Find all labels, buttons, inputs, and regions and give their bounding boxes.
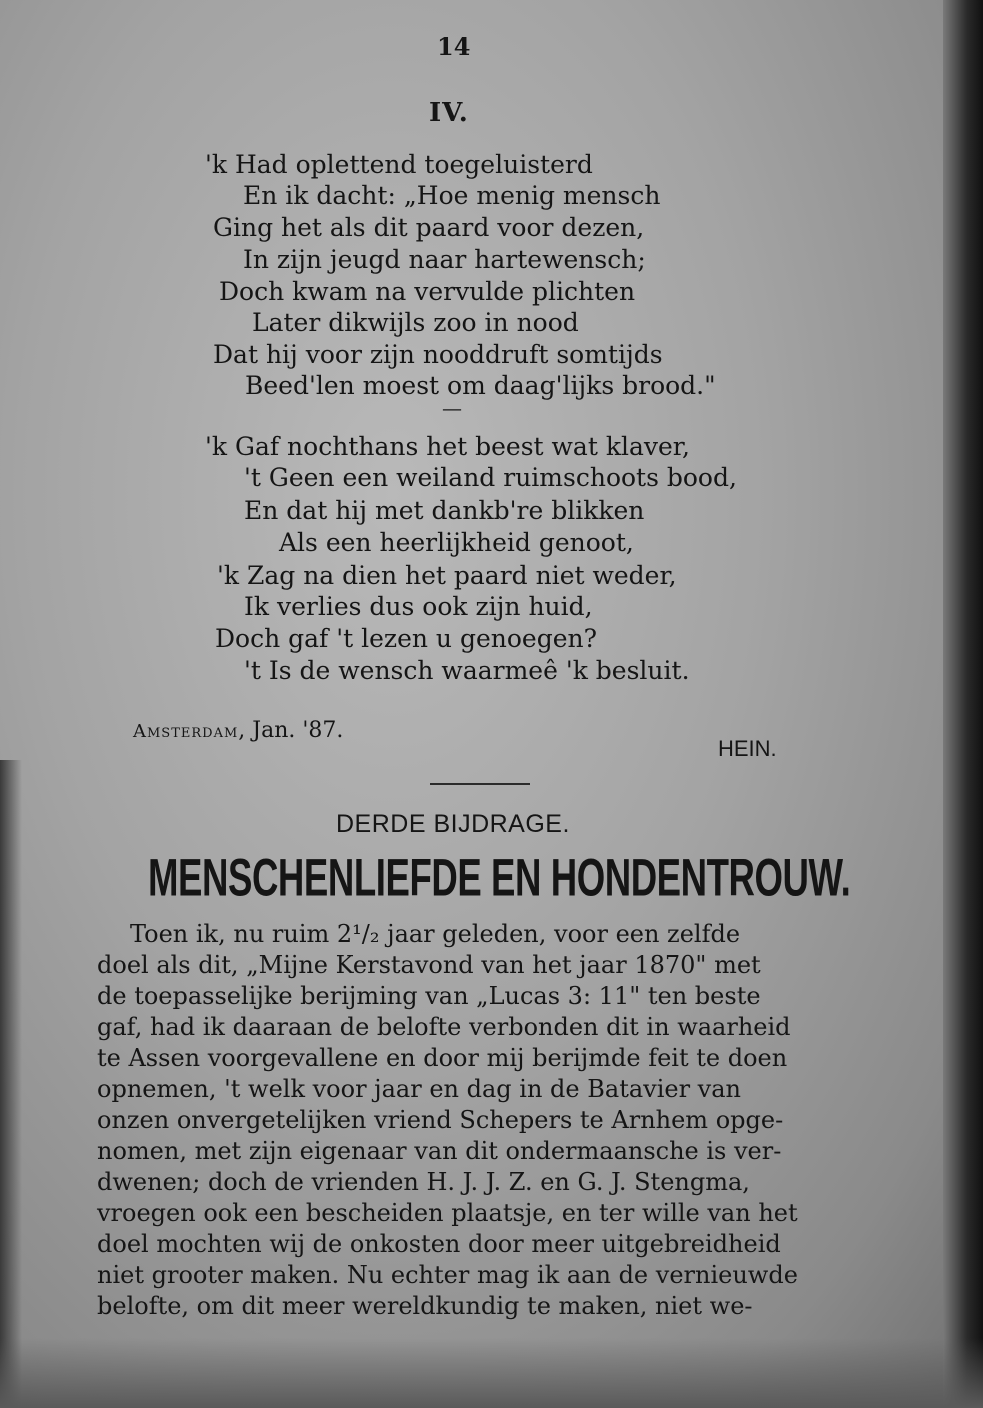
verse-line: 'k Zag na dien het paard niet weder, (217, 561, 677, 590)
page-edge-shadow (943, 0, 983, 1408)
prose-line: de toepasselijke berijming van „Lucas 3: 11" ten beste (97, 982, 761, 1010)
verse-line: 'k Had oplettend toegeluisterd (205, 150, 593, 179)
prose-line: nomen, met zijn eigenaar van dit ondermaansche is ver- (97, 1137, 782, 1165)
prose-line: vroegen ook een bescheiden plaatsje, en ter wille van het (97, 1199, 798, 1227)
verse-line: In zijn jeugd naar hartewensch; (243, 245, 646, 274)
contribution-label: DERDE BIJDRAGE. (336, 810, 570, 838)
page-number: 14 (437, 32, 471, 61)
page-bottom-shadow (0, 1338, 983, 1408)
prose-line: niet grooter maken. Nu echter mag ik aan de vernieuwde (97, 1261, 798, 1289)
verse-line: Ging het als dit paard voor dezen, (213, 213, 645, 242)
verse-line: Doch gaf 't lezen u genoegen? (215, 624, 598, 653)
verse-line: Als een heerlijkheid genoot, (279, 528, 634, 557)
verse-line: Beed'len moest om daag'lijks brood." (245, 371, 716, 400)
prose-line: dwenen; doch de vrienden H. J. J. Z. en G. J. Stengma, (97, 1168, 750, 1196)
signoff-place-date (133, 718, 343, 743)
verse-line: Later dikwijls zoo in nood (252, 308, 579, 337)
article-headline: MENSCHENLIEFDE EN HONDENTROUW. (148, 848, 851, 907)
verse-line: En dat hij met dankb're blikken (244, 496, 645, 525)
verse-line: 't Is de wensch waarmeê 'k besluit. (244, 656, 690, 685)
prose-line: onzen onvergetelijken vriend Schepers te Arnhem opge- (97, 1106, 784, 1134)
verse-line: Ik verlies dus ook zijn huid, (244, 592, 593, 621)
prose-line: te Assen voorgevallene en door mij berijmde feit te doen (97, 1044, 788, 1072)
prose-line: belofte, om dit meer wereldkundig te maken, niet we- (97, 1292, 753, 1320)
page-edge-wear (0, 760, 22, 1408)
prose-line: gaf, had ik daaraan de belofte verbonden dit in waarheid (97, 1013, 791, 1041)
signoff-place: Amsterdam (133, 721, 239, 742)
prose-line: doel mochten wij de onkosten door meer uitgebreidheid (97, 1230, 781, 1258)
signoff-author: HEIN. (718, 736, 777, 761)
section-number: IV. (429, 98, 469, 128)
prose-line: Toen ik, nu ruim 2¹/₂ jaar geleden, voor een zelfde (130, 920, 741, 948)
verse-line: 't Geen een weiland ruimschoots bood, (244, 463, 737, 492)
verse-line: En ik dacht: „Hoe menig mensch (243, 181, 661, 210)
stanza-separator: — (442, 396, 462, 420)
verse-line: 'k Gaf nochthans het beest wat klaver, (205, 432, 690, 461)
prose-line: opnemen, 't welk voor jaar en dag in de Batavier van (97, 1075, 742, 1103)
section-divider (430, 783, 530, 785)
verse-line: Dat hij voor zijn nooddruft somtijds (213, 340, 663, 369)
prose-line: doel als dit, „Mijne Kerstavond van het jaar 1870" met (97, 951, 761, 979)
verse-line: Doch kwam na vervulde plichten (219, 277, 636, 306)
signoff-date: , Jan. '87. (238, 718, 344, 743)
